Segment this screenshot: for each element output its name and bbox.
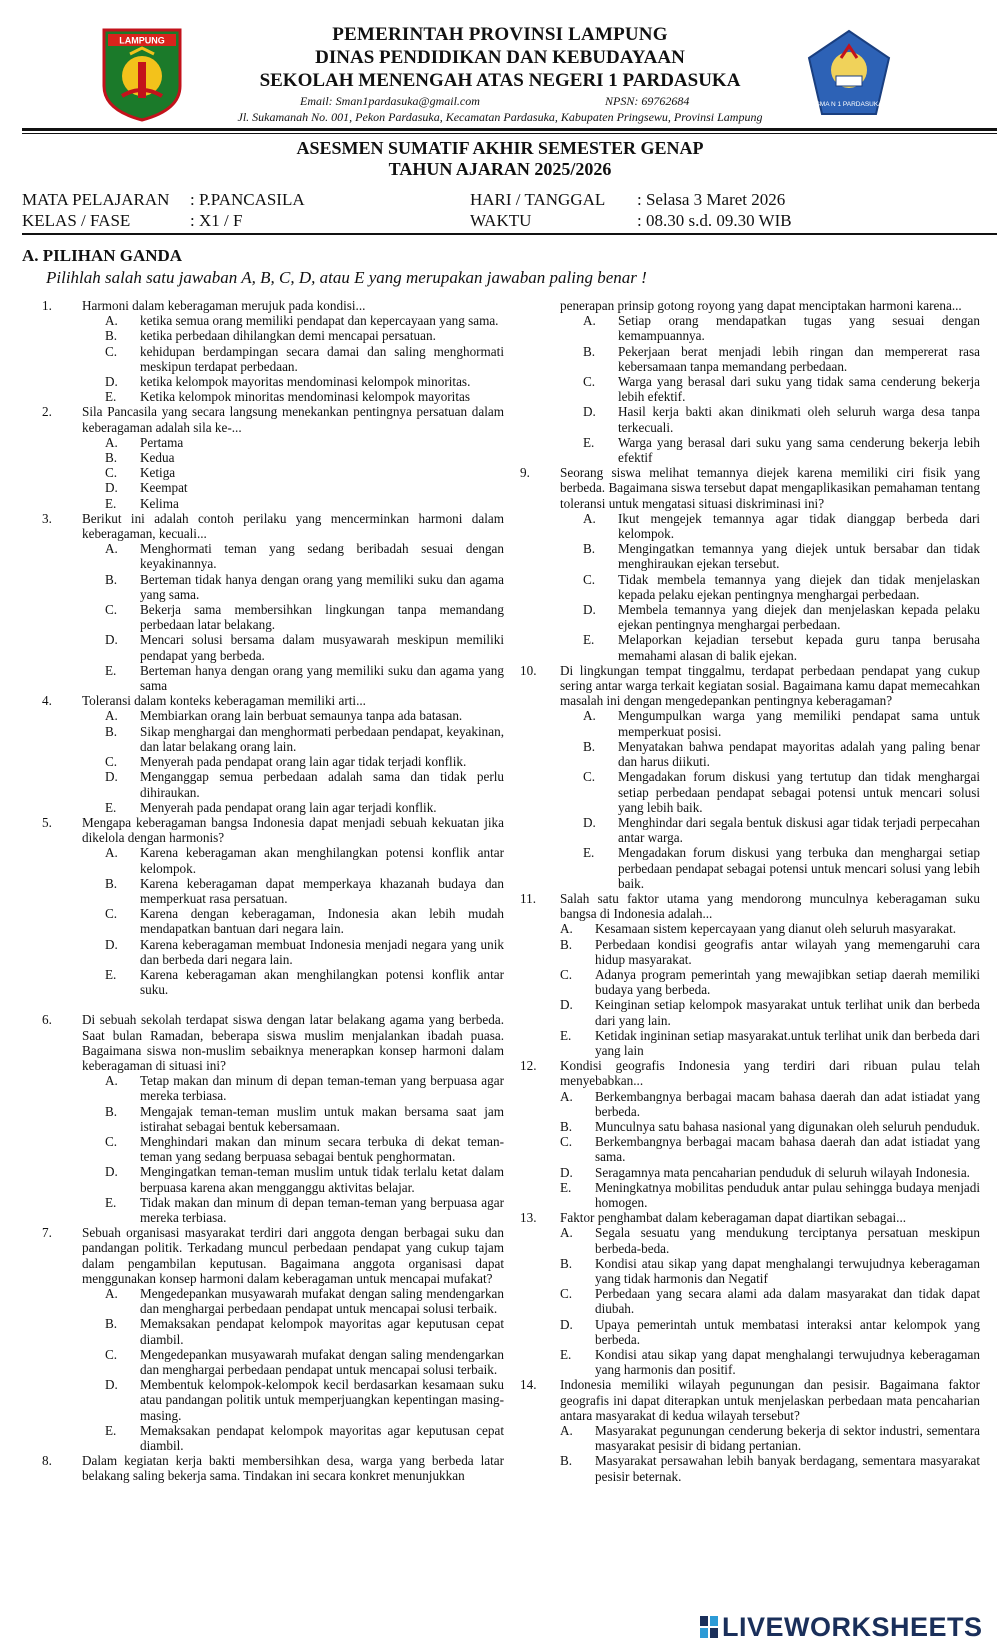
option-letter: A.	[583, 510, 596, 526]
option-letter: B.	[105, 1103, 118, 1119]
day-label: HARI / TANGGAL	[470, 190, 606, 209]
option-text: Kesamaan sistem kepercayaan yang dianut oleh seluruh masyarakat.	[595, 921, 957, 937]
answer-option	[105, 1423, 504, 1453]
question-13	[520, 1210, 980, 1377]
option-letter: D.	[583, 814, 596, 830]
option-letter: D.	[105, 1164, 118, 1180]
option-text: ketika semua orang memiliki pendapat dan kepercayaan yang sama.	[140, 313, 499, 329]
option-letter: B.	[583, 343, 596, 359]
answer-option	[105, 602, 504, 632]
option-letter: A.	[560, 1423, 573, 1439]
question-14	[520, 1377, 980, 1483]
option-text: Tidak makan dan minum di depan teman-teman yang berpuasa agar mereka terbiasa.	[140, 1194, 504, 1225]
answer-option	[105, 572, 504, 602]
question-text: Salah satu faktor utama yang mendorong munculnya keberagaman suku bangsa di Indonesia adalah...	[560, 890, 980, 922]
question-8-continuation	[520, 298, 980, 465]
option-letter: C.	[583, 769, 596, 785]
option-text: Karena keberagaman membuat Indonesia menjadi negara yang unik dan berbeda dari negara lain.	[140, 936, 504, 967]
option-letter: B.	[560, 1453, 573, 1469]
option-letter: C.	[105, 465, 118, 481]
option-letter: B.	[583, 738, 596, 754]
question-text: Harmoni dalam keberagaman merujuk pada kondisi...	[82, 298, 366, 313]
option-text: Mengedepankan musyawarah mufakat dengan saling mendengarkan dan menghargai perbedaan pendapat untuk mencapai solusi terbaik.	[140, 1286, 504, 1317]
option-letter: B.	[105, 1316, 118, 1332]
option-text: Memaksakan pendapat kelompok mayoritas agar keputusan cepat diambil.	[140, 1422, 504, 1454]
option-letter: B.	[560, 1255, 573, 1271]
option-text: Setiap orang mendapatkan tugas yang sesuai dengan kemampuannya.	[618, 313, 980, 344]
header-rule-thick	[22, 128, 997, 131]
option-letter: A.	[105, 1073, 118, 1089]
spacer	[42, 997, 504, 1012]
answer-option	[105, 845, 504, 875]
school-email: Email: Sman1pardasuka@gmail.com	[300, 94, 480, 108]
question-options	[520, 708, 980, 890]
option-text: Ketika kelompok minoritas mendominasi kelompok mayoritas	[140, 389, 470, 405]
answer-option	[560, 1089, 980, 1119]
option-letter: C.	[105, 1133, 118, 1149]
answer-option	[560, 1225, 980, 1255]
question-options	[42, 1286, 504, 1453]
question-options	[520, 1225, 980, 1377]
answer-option	[105, 450, 504, 465]
svg-text:LAMPUNG: LAMPUNG	[119, 35, 165, 46]
question-number: 2.	[42, 404, 52, 420]
option-text: Kondisi atau sikap yang dapat menghalangi terwujudnya keberagaman yang harmonis dan positif.	[595, 1347, 980, 1378]
option-text: Masyarakat persawahan lebih banyak berdagang, sementara masyarakat pesisir beternak.	[595, 1453, 980, 1484]
option-letter: A.	[560, 1225, 573, 1241]
option-letter: E.	[105, 389, 117, 405]
option-letter: C.	[105, 906, 118, 922]
option-letter: E.	[560, 1027, 572, 1043]
section-instruction: Pilihlah salah satu jawaban A, B, C, D, atau E yang merupakan jawaban paling benar !	[46, 268, 647, 287]
answer-option	[105, 328, 504, 343]
answer-option	[105, 1347, 504, 1377]
option-text: Ketidak ingininan setiap masyarakat.untuk terlihat unik dan berbeda dari yang lain	[595, 1027, 980, 1058]
option-letter: E.	[583, 632, 595, 648]
time-label: WAKTU	[470, 211, 532, 230]
question-text: Sila Pancasila yang secara langsung menekankan pentingnya persatuan dalam keberagaman adalah sila ke-...	[82, 404, 504, 435]
answer-option	[583, 632, 980, 662]
answer-option	[583, 708, 980, 738]
option-letter: B.	[105, 875, 118, 891]
option-letter: C.	[105, 343, 118, 359]
answer-option	[560, 1256, 980, 1286]
exam-title-line-2: TAHUN AJARAN 2025/2026	[388, 159, 612, 179]
answer-option	[105, 435, 504, 450]
option-letter: D.	[560, 1316, 573, 1332]
answer-option	[105, 708, 504, 723]
option-letter: D.	[105, 769, 118, 785]
option-letter: A.	[105, 708, 118, 724]
question-options	[42, 708, 504, 814]
answer-option	[105, 541, 504, 571]
answer-option	[105, 1073, 504, 1103]
question-4	[42, 693, 504, 815]
option-letter: C.	[105, 602, 118, 618]
class-label: KELAS / FASE	[22, 211, 131, 230]
option-letter: A.	[105, 845, 118, 861]
option-letter: A.	[583, 708, 596, 724]
answer-option	[583, 815, 980, 845]
answer-option	[105, 496, 504, 511]
question-number: 4.	[42, 693, 52, 709]
option-letter: D.	[583, 602, 596, 618]
questions-right-column	[520, 298, 980, 1484]
answer-option	[105, 1134, 504, 1164]
question-8	[42, 1453, 504, 1483]
option-text: Perbedaan yang secara alami ada dalam masyarakat dan tidak dapat diubah.	[595, 1286, 980, 1317]
option-text: Berteman hanya dengan orang yang memiliki suku dan agama yang sama	[140, 662, 504, 694]
option-text: Segala sesuatu yang mendukung terciptanya persatuan meskipun berbeda-beda.	[595, 1225, 980, 1256]
option-text: Mengajak teman-teman muslim untuk makan bersama saat jam istirahat sebagai bentuk kebersamaan.	[140, 1103, 504, 1134]
letterhead	[0, 0, 1000, 130]
option-text: Menyerah pada pendapat orang lain agar terjadi konflik.	[140, 799, 437, 815]
option-text: Mencari solusi bersama dalam musyawarah meskipun memiliki pendapat yang berbeda.	[140, 632, 504, 663]
question-8-options	[520, 313, 980, 465]
option-text: Melaporkan kejadian tersebut kepada guru tanpa berusaha memahami alasan di balik ejekan.	[618, 632, 980, 663]
answer-option	[583, 404, 980, 434]
question-2	[42, 404, 504, 510]
option-text: ketika kelompok mayoritas mendominasi kelompok minoritas.	[140, 374, 471, 390]
info-row-2	[22, 210, 982, 231]
option-text: Karena dengan keberagaman, Indonesia akan lebih mudah mendapatkan bantuan dari negara lain.	[140, 906, 504, 937]
answer-option	[560, 1347, 980, 1377]
answer-option	[105, 906, 504, 936]
answer-option	[583, 602, 980, 632]
option-text: Mengedepankan musyawarah mufakat dengan saling mendengarkan dan menghargai perbedaan pendapat untuk mencapai solusi terbaik.	[140, 1346, 504, 1378]
question-7	[42, 1225, 504, 1453]
option-text: Perbedaan kondisi geografis antar wilayah yang memengaruhi cara hidup masyarakat.	[595, 936, 980, 967]
option-letter: B.	[583, 541, 596, 557]
option-letter: D.	[560, 997, 573, 1013]
question-12	[520, 1058, 980, 1210]
answer-option	[560, 1423, 980, 1453]
option-letter: D.	[105, 1377, 118, 1393]
option-text: Mengingatkan temannya yang diejek untuk bersabar dan tidak menghiraukan ejekan tersebut.	[618, 541, 980, 572]
option-letter: A.	[105, 434, 118, 450]
option-letter: B.	[560, 936, 573, 952]
option-letter: A.	[105, 313, 118, 329]
answer-option	[105, 1195, 504, 1225]
answer-option	[583, 769, 980, 815]
question-number: 5.	[42, 814, 52, 830]
option-text: Keempat	[140, 480, 188, 496]
question-11	[520, 891, 980, 1058]
answer-option	[560, 1028, 980, 1058]
option-text: Membentuk kelompok-kelompok kecil berdasarkan kesamaan suku atau pandangan politik untuk memperjuangkan kepentingan masing-masing.	[140, 1377, 504, 1423]
option-letter: C.	[583, 374, 596, 390]
option-letter: E.	[105, 1422, 117, 1438]
option-text: Warga yang berasal dari suku yang sama cenderung bekerja lebih efektif	[618, 434, 980, 466]
option-text: ketika perbedaan dihilangkan demi mencapai persatuan.	[140, 328, 436, 344]
option-letter: E.	[560, 1347, 572, 1363]
question-options	[42, 313, 504, 404]
class-value: : X1 / F	[190, 211, 243, 230]
option-text: Berteman tidak hanya dengan orang yang memiliki suku dan agama yang sama.	[140, 571, 504, 602]
answer-option	[560, 997, 980, 1027]
option-text: Menganggap semua perbedaan adalah sama dan tidak perlu dihiraukan.	[140, 769, 504, 800]
option-letter: A.	[560, 921, 573, 937]
question-number: 14.	[520, 1377, 537, 1393]
option-text: Karena keberagaman akan menghilangkan potensi konflik antar kelompok.	[140, 845, 504, 876]
question-number: 9.	[520, 465, 530, 481]
option-letter: D.	[560, 1164, 573, 1180]
question-options	[520, 921, 980, 1058]
option-letter: E.	[105, 966, 117, 982]
answer-option	[105, 663, 504, 693]
answer-option	[583, 572, 980, 602]
question-number: 11.	[520, 890, 536, 906]
option-letter: A.	[583, 313, 596, 329]
answer-option	[105, 1104, 504, 1134]
question-options	[520, 1089, 980, 1211]
question-10	[520, 663, 980, 891]
option-letter: D.	[105, 480, 118, 496]
answer-option	[560, 937, 980, 967]
question-5	[42, 815, 504, 997]
option-text: Menghindari makan dan minum secara terbuka di dekat teman-teman yang sedang berpuasa sebagai bentuk penghormatan.	[140, 1133, 504, 1165]
option-letter: C.	[105, 1346, 118, 1362]
option-text: Memaksakan pendapat kelompok mayoritas agar keputusan cepat diambil.	[140, 1316, 504, 1347]
option-letter: C.	[560, 1286, 573, 1302]
option-text: Mengadakan forum diskusi yang tertutup dan tidak menghargai setiap perbedaan pendapat sebagai potensi untuk mencari solusi yang lebih baik.	[618, 769, 980, 815]
option-text: Ikut mengejek temannya agar tidak dianggap berbeda dari kelompok.	[618, 510, 980, 542]
question-number: 1.	[42, 298, 52, 313]
exam-title	[0, 138, 1000, 180]
answer-option	[105, 967, 504, 997]
question-number: 8.	[42, 1453, 52, 1469]
answer-option	[105, 465, 504, 480]
subject-label: MATA PELAJARAN	[22, 190, 170, 209]
question-1	[42, 298, 504, 404]
option-letter: E.	[105, 799, 117, 815]
question-text: Dalam kegiatan kerja bakti membersihkan desa, warga yang berbeda latar belakang saling bekerja sama. Tindakan ini secara konkret menunjukkan	[82, 1453, 504, 1484]
question-text: Toleransi dalam konteks keberagaman memiliki arti...	[82, 693, 366, 709]
exam-title-line-1: ASESMEN SUMATIF AKHIR SEMESTER GENAP	[296, 138, 704, 158]
option-letter: B.	[105, 328, 118, 344]
answer-option	[560, 921, 980, 936]
answer-option	[105, 344, 504, 374]
question-text: Seorang siswa melihat temannya diejek karena memiliki ciri fisik yang berbeda. Bagaimana siswa tersebut dapat mengaplikasikan pemahaman tentang toleransi untuk mengatasi situasi diskriminasi ini?	[560, 465, 980, 511]
option-text: Tidak membela temannya yang diejek dan tidak menjelaskan kepada pelaku ejekan pentingnya menghargai perbedaan.	[618, 571, 980, 602]
answer-option	[105, 632, 504, 662]
option-text: Mengingatkan teman-teman muslim untuk tidak terlalu ketat dalam berpuasa karena akan mengganggu aktivitas belajar.	[140, 1164, 504, 1195]
answer-option	[583, 845, 980, 891]
answer-option	[105, 313, 504, 328]
option-text: Membiarkan orang lain berbuat semaunya tanpa ada batasan.	[140, 708, 463, 724]
answer-option	[583, 511, 980, 541]
header-rule-thin	[22, 133, 997, 134]
option-letter: C.	[583, 571, 596, 587]
question-text: penerapan prinsip gotong royong yang dapat menciptakan harmoni karena...	[560, 298, 962, 313]
question-text: Kondisi geografis Indonesia yang terdiri dari ribuan pulau telah menyebabkan...	[560, 1058, 980, 1089]
option-text: Mengumpulkan warga yang memiliki pendapat sama untuk memperkuat posisi.	[618, 708, 980, 739]
option-text: Warga yang berasal dari suku yang tidak sama cenderung bekerja lebih efektif.	[618, 374, 980, 405]
answer-option	[560, 1134, 980, 1164]
option-letter: A.	[560, 1088, 573, 1104]
question-options	[520, 1423, 980, 1484]
option-text: Tetap makan dan minum di depan teman-teman yang berpuasa agar mereka terbiasa.	[140, 1073, 504, 1104]
header-line-2: DINAS PENDIDIKAN DAN KEBUDAYAAN	[315, 47, 685, 68]
option-text: Mengadakan forum diskusi yang terbuka dan menghargai setiap perbedaan pendapat sebagai potensi untuk mencari solusi yang lebih baik.	[618, 845, 980, 891]
option-letter: C.	[560, 966, 573, 982]
option-text: Keinginan setiap kelompok masyarakat untuk terlihat unik dan berbeda dari yang lain.	[595, 997, 980, 1028]
option-text: Berkembangnya berbagai macam bahasa daerah dan adat istiadat yang sama.	[595, 1134, 980, 1165]
question-text: Berikut ini adalah contoh perilaku yang mencerminkan harmoni dalam keberagaman, kecuali...	[82, 510, 504, 542]
info-rule	[22, 233, 997, 235]
option-letter: E.	[583, 434, 595, 450]
option-text: Masyarakat pegunungan cenderung bekerja di sektor industri, sementara masyarakat pesisir di bidang pertanian.	[595, 1423, 980, 1454]
answer-option	[583, 344, 980, 374]
option-text: Seragamnya mata pencaharian penduduk di seluruh wilayah Indonesia.	[595, 1164, 970, 1180]
option-text: Karena keberagaman dapat memperkaya khazanah budaya dan memperkuat rasa persatuan.	[140, 875, 504, 906]
option-letter: D.	[105, 374, 118, 390]
answer-option	[560, 1286, 980, 1316]
option-text: Menghormati teman yang sedang beribadah sesuai dengan keyakinannya.	[140, 541, 504, 572]
day-value: : Selasa 3 Maret 2026	[637, 190, 786, 209]
answer-option	[105, 937, 504, 967]
option-letter: E.	[105, 495, 117, 511]
school-emblem	[806, 28, 892, 120]
answer-option	[560, 1453, 980, 1483]
answer-option	[560, 967, 980, 997]
question-options	[42, 435, 504, 511]
option-text: Hasil kerja bakti akan dinikmati oleh seluruh warga desa tanpa terkecuali.	[618, 404, 980, 435]
option-text: Munculnya satu bahasa nasional yang digunakan oleh seluruh penduduk.	[595, 1118, 980, 1134]
option-letter: A.	[105, 1286, 118, 1301]
question-text: Faktor penghambat dalam keberagaman dapat diartikan sebagai...	[560, 1210, 907, 1226]
answer-option	[105, 1286, 504, 1316]
answer-option	[105, 754, 504, 769]
question-number: 6.	[42, 1012, 52, 1028]
answer-option	[105, 480, 504, 495]
option-text: Upaya pemerintah untuk membatasi interaksi antar kelompok yang berbeda.	[595, 1316, 980, 1347]
answer-option	[105, 769, 504, 799]
answer-option	[583, 541, 980, 571]
option-text: Pertama	[140, 434, 184, 450]
answer-option	[583, 313, 980, 343]
question-options	[42, 1073, 504, 1225]
option-letter: D.	[105, 632, 118, 648]
question-text: Sebuah organisasi masyarakat terdiri dari anggota dengan berbagai suku dan pandangan politik. Terkadang muncul perbedaan pendapat yang cukup tajam dalam pengambilan keputusan. Bagaimana anggota organisasi dapat menggunakan konsep harmoni dalam keberagaman untuk mencapai mufakat?	[82, 1225, 504, 1286]
questions-left-column	[42, 298, 504, 1484]
option-letter: B.	[105, 450, 118, 466]
header-line-1: PEMERINTAH PROVINSI LAMPUNG	[332, 24, 668, 45]
info-row-1	[22, 189, 982, 210]
answer-option	[105, 800, 504, 815]
answer-option	[560, 1165, 980, 1180]
option-letter: D.	[105, 936, 118, 952]
answer-option	[560, 1317, 980, 1347]
question-options	[520, 511, 980, 663]
question-number: 13.	[520, 1210, 537, 1226]
svg-text:SMA N 1 PARDASUKA: SMA N 1 PARDASUKA	[815, 101, 883, 108]
school-npsn: NPSN: 69762684	[605, 94, 690, 108]
question-number: 12.	[520, 1058, 537, 1074]
option-letter: C.	[105, 754, 118, 770]
question-number: 7.	[42, 1225, 52, 1241]
option-letter: A.	[105, 541, 118, 557]
answer-option	[583, 374, 980, 404]
option-letter: B.	[105, 723, 118, 739]
lampung-province-emblem	[100, 26, 184, 122]
question-options	[42, 845, 504, 997]
answer-option	[105, 724, 504, 754]
option-letter: C.	[560, 1134, 573, 1150]
option-text: Pekerjaan berat menjadi lebih ringan dan mempererat rasa kebersamaan tanpa memandang perbedaan.	[618, 343, 980, 374]
answer-option	[105, 1316, 504, 1346]
question-number: 3.	[42, 510, 52, 526]
answer-option	[105, 374, 504, 389]
question-text: Indonesia memiliki wilayah pegunungan dan pesisir. Bagaimana faktor geografis ini dapat diterapkan untuk menjelaskan perbedaan mata pencaharian antara masyarakat di kedua wilayah tersebut?	[560, 1377, 980, 1423]
option-text: Karena keberagaman akan menghilangkan potensi konflik antar suku.	[140, 966, 504, 998]
question-number: 10.	[520, 662, 537, 678]
question-text: Di lingkungan tempat tinggalmu, terdapat perbedaan pendapat yang cukup sering antar warga terkait kegiatan sosial. Bagaimana kamu dapat memecahkan masalah ini dengan mengedepankan pentingnya keberagaman?	[560, 662, 980, 709]
option-text: Berkembangnya berbagai macam bahasa daerah dan adat istiadat yang berbeda.	[595, 1088, 980, 1119]
option-text: Kelima	[140, 495, 179, 511]
answer-option	[105, 1377, 504, 1423]
question-options	[42, 541, 504, 693]
option-text: Menyatakan bahwa pendapat mayoritas adalah yang paling benar dan harus diikuti.	[618, 738, 980, 770]
answer-option	[105, 389, 504, 404]
option-letter: E.	[105, 1194, 117, 1210]
option-text: Kondisi atau sikap yang dapat menghalangi terwujudnya keberagaman yang tidak harmonis dan Negatif	[595, 1255, 980, 1286]
liveworksheets-logo-icon	[700, 1616, 718, 1638]
option-text: Meningkatnya mobilitas penduduk antar pulau sehingga budaya menjadi homogen.	[595, 1179, 980, 1210]
option-text: Menghindar dari segala bentuk diskusi agar tidak terjadi perpecahan antar warga.	[618, 814, 980, 846]
answer-option	[560, 1180, 980, 1210]
question-9	[520, 465, 980, 663]
option-text: Adanya program pemerintah yang mewajibkan setiap daerah memiliki budaya yang berbeda.	[595, 966, 980, 998]
answer-option	[105, 876, 504, 906]
question-text: Di sebuah sekolah terdapat siswa dengan latar belakang agama yang berbeda. Saat bulan Ramadan, beberapa siswa muslim menjalankan ibadah puasa. Bagaimana siswa non-muslim sebaiknya menerapkan konsep harmoni dalam keberagaman di situasi ini?	[82, 1012, 504, 1073]
option-text: Menyerah pada pendapat orang lain agar tidak terjadi konflik.	[140, 754, 467, 770]
option-letter: B.	[105, 571, 118, 587]
option-text: Ketiga	[140, 465, 176, 481]
answer-option	[560, 1119, 980, 1134]
time-value: : 08.30 s.d. 09.30 WIB	[637, 211, 792, 230]
option-letter: E.	[105, 662, 117, 678]
option-letter: B.	[560, 1118, 573, 1134]
option-text: kehidupan berdampingan secara damai dan saling menghormati meskipun terdapat perbedaan.	[140, 343, 504, 374]
question-6	[42, 1012, 504, 1225]
option-letter: E.	[583, 845, 595, 861]
header-line-3: SEKOLAH MENENGAH ATAS NEGERI 1 PARDASUKA	[259, 70, 741, 91]
option-text: Kedua	[140, 450, 175, 466]
exam-info	[22, 189, 982, 231]
section-title: A. PILIHAN GANDA	[22, 246, 183, 265]
option-text: Sikap menghargai dan menghormati perbedaan pendapat, keyakinan, dan latar belakang orang lain.	[140, 723, 504, 754]
option-letter: D.	[583, 404, 596, 420]
question-3	[42, 511, 504, 693]
school-address: Jl. Sukamanah No. 001, Pekon Pardasuka, Kecamatan Pardasuka, Kabupaten Pringsewu, Provinsi Lampung	[237, 110, 763, 124]
question-text: Mengapa keberagaman bangsa Indonesia dapat menjadi sebuah kekuatan jika dikelola dengan harmonis?	[82, 814, 504, 846]
answer-option	[105, 1164, 504, 1194]
option-text: Bekerja sama membersihkan lingkungan tanpa memandang perbedaan latar belakang.	[140, 602, 504, 633]
answer-option	[583, 435, 980, 465]
answer-option	[583, 739, 980, 769]
option-letter: E.	[560, 1179, 572, 1195]
option-text: Membela temannya yang diejek dan menjelaskan kepada pelaku ejekan pentingnya menghargai perbedaan.	[618, 602, 980, 633]
subject-value: : P.PANCASILA	[190, 190, 305, 209]
brand-name: LIVEWORKSHEETS	[722, 1612, 983, 1642]
